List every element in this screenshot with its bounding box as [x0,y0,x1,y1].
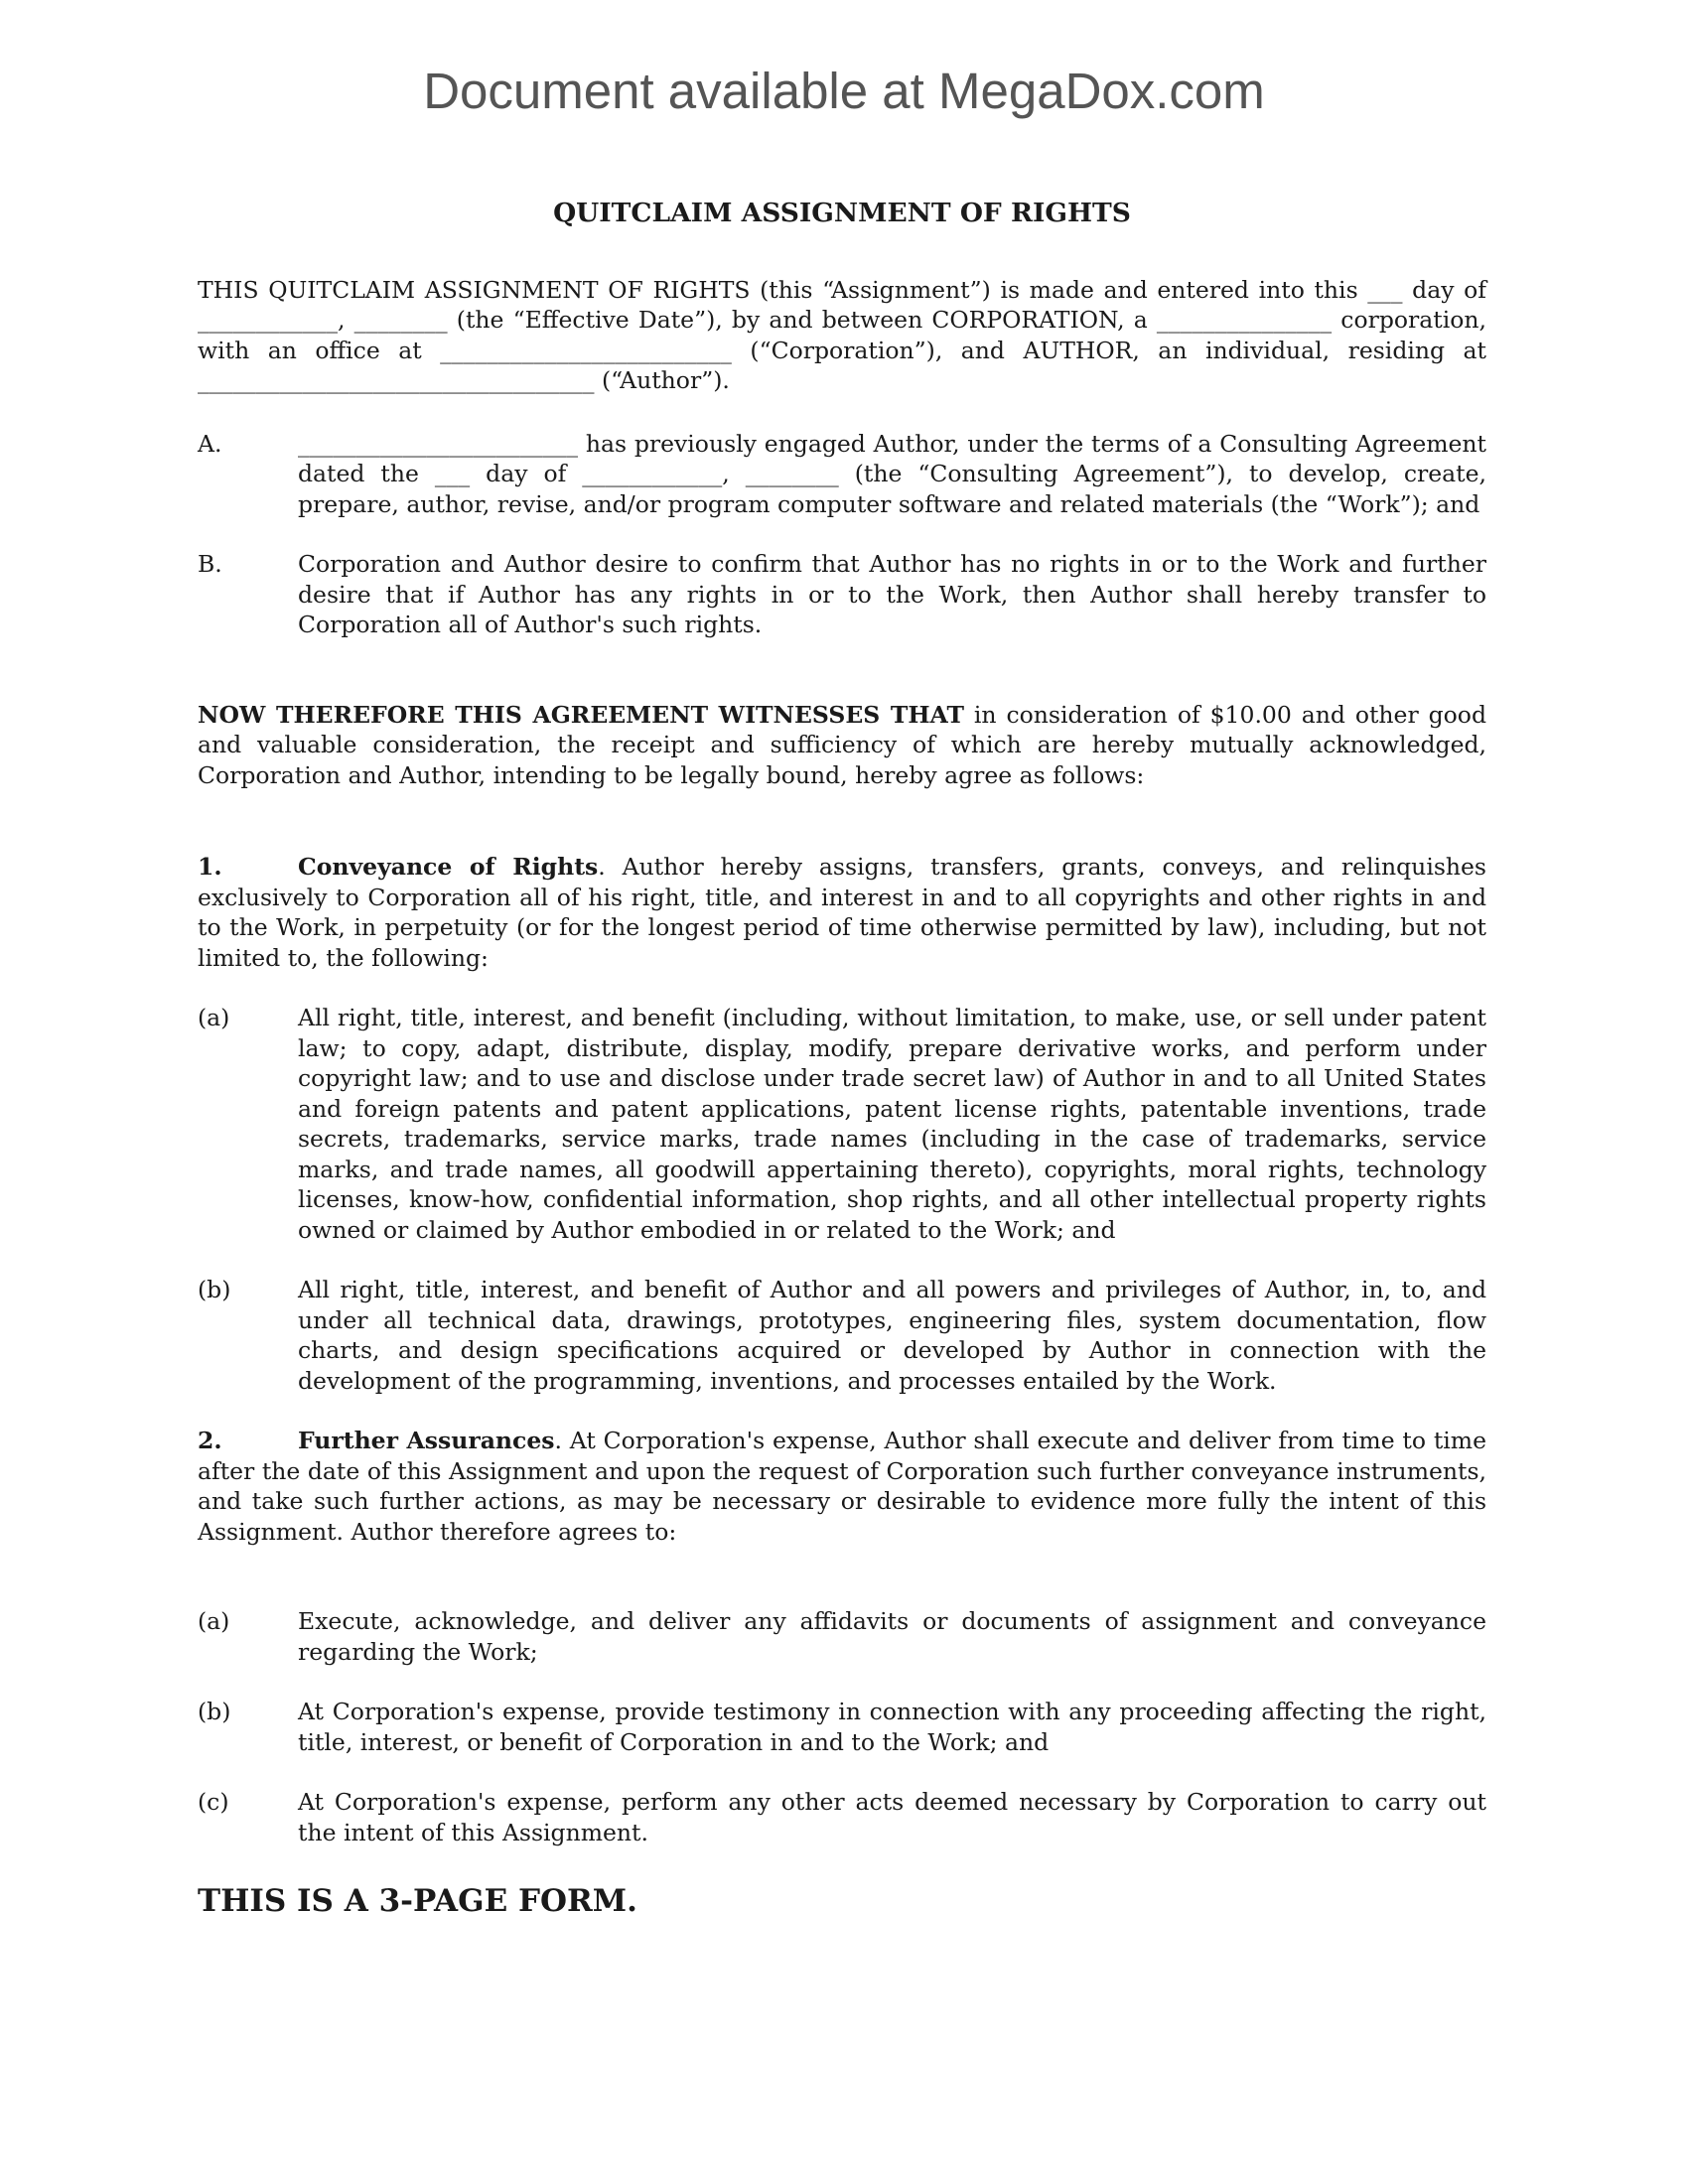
item-marker: (c) [198,1788,229,1816]
section-1-item-a [198,1003,1486,1245]
item-text: All right, title, interest, and benefit (including, without limitation, to make, use, or sell under patent law; to copy, adapt, distribute, display, modify, prepare derivative works, and perform under copyright law; and to use and disclose under trade secret law) of Author in and to all United States and foreign patents and patent applications, patent license rights, patentable inventions, trade secrets, trademarks, service marks, trade names (including in the case of trademarks, service marks, and trade names, all goodwill appertaining thereto), copyrights, moral rights, technology licenses, know-how, confidential information, shop rights, and all other intellectual property rights owned or claimed by Author embodied in or related to the Work; and [298,1004,1486,1244]
megadox-watermark-banner: Document available at MegaDox.com [423,63,1265,119]
item-text: At Corporation's expense, perform any other acts deemed necessary by Corporation to carry out the intent of this Assignment. [298,1788,1486,1846]
recital-text: ________________________ has previously engaged Author, under the terms of a Consulting Agreement dated the ___ day of ____________, ________ (the “Consulting Agreement”), to develop, create, prepare, author, revise, and/or program computer software and related materials (the “Work”); and [298,429,1486,518]
section-number: 1. [198,853,222,881]
item-marker: (b) [198,1698,231,1725]
section-2-paragraph [198,1426,1486,1547]
section-text: . Author hereby assigns, transfers, grants, conveys, and relinquishes exclusively to Corporation all of his right, title, and interest in and to all copyrights and other rights in and to the Work, in perpetuity (or for the longest period of time otherwise permitted by law), including, but not limited to, the following: [198,853,1486,972]
item-marker: (a) [198,1004,230,1031]
section-number: 2. [198,1427,222,1454]
section-2-item-b [198,1697,1486,1757]
now-therefore-text: in consideration of $10.00 and other good and valuable consideration, the receipt and sufficiency of which are hereby mutually acknowledged, Corporation and Author, intending to be legally bound, hereby agree as follows: [198,700,1486,789]
now-therefore-paragraph [198,700,1486,791]
page-count-notice: THIS IS A 3-PAGE FORM. [198,1883,637,1919]
item-text: All right, title, interest, and benefit of Author and all powers and privileges of Author, in, to, and under all technical data, drawings, prototypes, engineering files, system documentation, flow charts, and design specifications acquired or developed by Author in connection with the development of the programming, inventions, and processes entailed by the Work. [298,1276,1486,1395]
item-text: Execute, acknowledge, and deliver any affidavits or documents of assignment and conveyance regarding the Work; [298,1607,1486,1666]
item-text: At Corporation's expense, provide testimony in connection with any proceeding affecting the right, title, interest, or benefit of Corporation in and to the Work; and [298,1698,1486,1756]
document-page [198,199,1486,1919]
item-marker: (b) [198,1276,231,1303]
recital-marker: B. [198,550,222,578]
document-title: QUITCLAIM ASSIGNMENT OF RIGHTS [553,198,1131,228]
intro-paragraph: THIS QUITCLAIM ASSIGNMENT OF RIGHTS (this “Assignment”) is made and entered into this ___ day of ____________, ________ (the “Effective Date”), by and between CORPORATION, a _______________ corporation, with an office at _________________________ (“Corporation”), and AUTHOR, an individual, residing at __________________________________ (“Author”). [198,275,1486,394]
recital-text: Corporation and Author desire to confirm that Author has no rights in or to the Work and further desire that if Author has any rights in or to the Work, then Author shall hereby transfer to Corporation all of Author's such rights. [298,550,1486,638]
now-therefore-lead: NOW THEREFORE THIS AGREEMENT WITNESSES THAT [198,700,964,729]
section-2-item-c [198,1787,1486,1847]
recital-marker: A. [198,429,222,458]
section-heading: Further Assurances [298,1427,555,1454]
section-heading: Conveyance of Rights [298,853,599,881]
item-marker: (a) [198,1607,230,1635]
section-1-paragraph [198,852,1486,973]
section-1-item-b [198,1275,1486,1396]
section-2-item-a [198,1606,1486,1667]
section-text: . At Corporation's expense, Author shall execute and deliver from time to time after the date of this Assignment and upon the request of Corporation such further conveyance instruments, and take such further actions, as may be necessary or desirable to evidence more fully the intent of this Assignment. Author therefore agrees to: [198,1427,1487,1546]
recital-b [198,549,1486,640]
recital-a [198,429,1486,520]
